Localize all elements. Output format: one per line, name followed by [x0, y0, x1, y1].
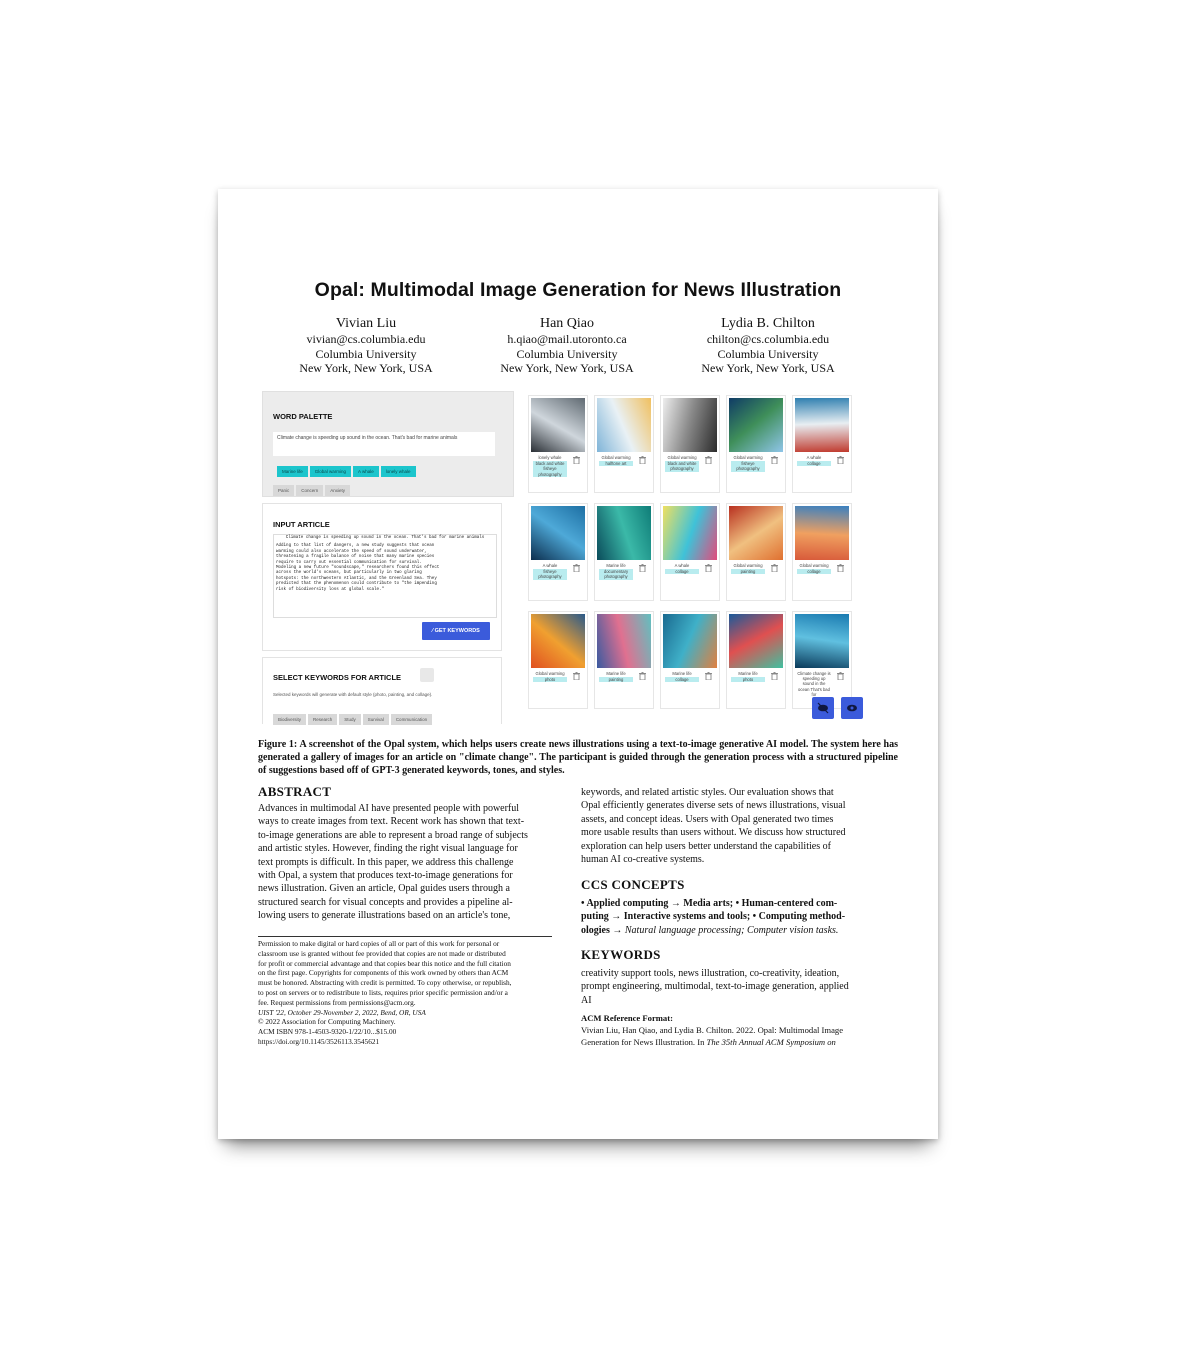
keyword-chip[interactable]: Communication	[391, 714, 432, 725]
generated-image[interactable]	[663, 398, 717, 452]
reference-line: Vivian Liu, Han Qiao, and Lydia B. Chilton. 2022. Opal: Multimodal Image	[581, 1025, 844, 1035]
article-line: threatening a fragile balance of noise that many marine species	[276, 555, 435, 560]
image-keyword: A whale	[542, 563, 558, 568]
author-3	[668, 315, 868, 376]
generated-image[interactable]	[597, 398, 651, 452]
paper-title: Opal: Multimodal Image Generation for News Illustration	[314, 279, 842, 301]
keywords-text	[581, 967, 881, 1007]
image-prompt-label	[731, 562, 765, 574]
trash-icon[interactable]	[573, 564, 580, 572]
image-prompt-label	[599, 670, 633, 682]
author-2	[467, 315, 667, 376]
trash-icon[interactable]	[705, 564, 712, 572]
figure-1	[262, 391, 898, 725]
article-line: across the world's oceans, but particularly in two glaring	[276, 571, 422, 576]
image-prompt-label	[665, 562, 699, 574]
abstract-line: with Opal, a system that produces text-to-image generations for	[258, 870, 513, 882]
author-location: New York, New York, USA	[500, 361, 634, 375]
keyword-chip[interactable]: Research	[308, 714, 337, 725]
permission-line: for profit or commercial advantage and that copies bear this notice and the full citation	[258, 958, 511, 968]
ccs-line: • Applied computing → Media arts; • Human-centered com-	[581, 898, 838, 909]
gallery-card[interactable]	[594, 611, 654, 709]
select-keywords-panel	[262, 657, 502, 724]
trash-icon[interactable]	[837, 672, 844, 680]
permission-line: on the first page. Copyrights for components of this work owned by others than ACM	[258, 968, 509, 978]
abstract-line: news illustration. Given an article, Opal guides users through a	[258, 883, 510, 895]
image-style: collage	[665, 677, 699, 682]
gallery-card[interactable]	[660, 611, 720, 709]
article-body	[276, 544, 494, 593]
gallery-card[interactable]	[594, 503, 654, 601]
word-palette-panel	[262, 391, 514, 497]
generated-image[interactable]	[531, 506, 585, 560]
author-email: chilton@cs.columbia.edu	[706, 332, 830, 346]
abstract-line: to-image generations are able to represent a broad range of subjects	[258, 829, 528, 841]
abstract-line: more usable results than users without. We discuss how structured	[581, 827, 846, 839]
image-style: black and white photography	[665, 461, 699, 471]
author-name: Han Qiao	[539, 316, 595, 331]
keyword-chips	[273, 708, 434, 726]
image-prompt-label	[731, 454, 765, 472]
image-prompt-label	[533, 562, 567, 580]
image-keyword: Marine life	[672, 671, 692, 676]
input-article-title: INPUT ARTICLE	[273, 520, 330, 529]
word-palette-title: WORD PALETTE	[273, 412, 333, 421]
reference-line	[581, 1036, 881, 1048]
abstract-line: exploration can help users better understand the capabilities of	[581, 840, 831, 852]
reference-section	[581, 1012, 881, 1048]
article-line: require to carry out essential communication for survival.	[276, 560, 422, 565]
trash-icon[interactable]	[573, 456, 580, 464]
author-affiliation: Columbia University	[717, 346, 819, 361]
abstract-line: Opal efficiently generates diverse sets of news illustrations, visual	[581, 800, 846, 812]
palette-chip[interactable]: Global warming	[310, 466, 351, 477]
generated-image[interactable]	[795, 614, 849, 668]
image-style: collage	[797, 569, 831, 574]
image-keyword: Marine life	[606, 563, 626, 568]
trash-icon[interactable]	[771, 456, 778, 464]
generated-image[interactable]	[795, 398, 849, 452]
abstract-section	[258, 784, 552, 923]
permission-line: classroom use is granted without fee provided that copies are not made or distributed	[258, 948, 506, 958]
abstract-line: ways to create images from text. Recent work has shown that text-	[258, 816, 525, 828]
image-prompt-label	[533, 454, 567, 477]
reference-italic: The 35th Annual ACM Symposium on	[706, 1037, 836, 1047]
gallery-card[interactable]	[528, 611, 588, 709]
ccs-italic: Natural language processing; Computer vision tasks.	[624, 924, 839, 936]
select-keywords-note: Selected keywords will generate with default style (photo, painting, and collage).	[273, 692, 433, 697]
eye-off-icon	[812, 697, 834, 719]
image-prompt-label	[797, 454, 831, 466]
image-gallery	[528, 395, 858, 697]
keywords-section	[581, 947, 881, 1007]
hide-button[interactable]	[812, 697, 834, 719]
author-location: New York, New York, USA	[299, 361, 433, 375]
eye-icon	[841, 697, 863, 719]
trash-icon[interactable]	[639, 456, 646, 464]
author-name: Lydia B. Chilton	[721, 316, 815, 331]
gallery-card[interactable]	[660, 503, 720, 601]
article-line: Modeling a new future "soundscape," researchers found this effect	[276, 566, 440, 571]
author-name: Vivian Liu	[335, 316, 397, 331]
abstract-line: assets, and concept ideas. Users with Opal generated two times	[581, 813, 834, 825]
gallery-card[interactable]	[528, 395, 588, 493]
reference-heading: ACM Reference Format:	[581, 1013, 673, 1023]
generated-image[interactable]	[795, 506, 849, 560]
input-article-panel	[262, 503, 502, 651]
footnote-rule	[258, 936, 552, 937]
tone-chip[interactable]: Anxiety	[325, 485, 350, 496]
generated-image[interactable]	[531, 398, 585, 452]
trash-icon[interactable]	[639, 672, 646, 680]
generated-image[interactable]	[729, 506, 783, 560]
abstract-line: keywords, and related artistic styles. Our evaluation shows that	[581, 787, 834, 798]
abstract-text-right	[581, 786, 877, 866]
gallery-card[interactable]	[726, 503, 786, 601]
image-keyword: Global warming	[733, 563, 763, 568]
palette-chip[interactable]: A whale	[353, 466, 379, 477]
image-keyword: Global warming	[733, 455, 763, 460]
gallery-card[interactable]	[726, 611, 786, 709]
image-prompt-label	[665, 670, 699, 682]
palette-chip[interactable]: lonely whale	[381, 466, 416, 477]
abstract-line: Advances in multimodal AI have presented people with powerful	[258, 803, 520, 814]
ccs-term: ologies →	[581, 924, 623, 936]
trash-icon[interactable]	[771, 672, 778, 680]
article-line: predicted that the phenomenon could contribute to "the impending	[276, 582, 437, 587]
image-prompt-label	[533, 670, 567, 682]
doi-line: https://doi.org/10.1145/3526113.3545621	[258, 1036, 380, 1046]
trash-icon[interactable]	[705, 456, 712, 464]
show-button[interactable]	[841, 697, 863, 719]
image-keyword: Global warming	[799, 563, 829, 568]
author-affiliation: Columbia University	[315, 346, 417, 361]
select-keywords-title: SELECT KEYWORDS FOR ARTICLE	[273, 673, 402, 682]
generated-image[interactable]	[597, 614, 651, 668]
keywords-line: AI	[581, 994, 592, 1006]
article-line: Adding to that list of dangers, a new study suggests that ocean	[276, 544, 435, 549]
keyword-chip[interactable]: Study	[339, 714, 361, 725]
image-prompt-label	[797, 562, 831, 574]
keywords-line: creativity support tools, news illustration, co-creativity, ideation,	[581, 968, 840, 979]
get-keywords-button[interactable]	[422, 622, 490, 640]
trash-icon[interactable]	[837, 564, 844, 572]
generated-image[interactable]	[663, 506, 717, 560]
permission-block	[258, 939, 558, 1047]
generated-image[interactable]	[531, 614, 585, 668]
abstract-line: text prompts is difficult. In this paper, we address this challenge	[258, 856, 514, 868]
generated-image[interactable]	[597, 506, 651, 560]
image-style: photo	[731, 677, 765, 682]
tone-chip[interactable]: Concern	[296, 485, 323, 496]
keyword-chip[interactable]: Biodiversity	[273, 714, 306, 725]
image-style: collage	[665, 569, 699, 574]
permission-line: fee. Request permissions from permissions@acm.org.	[258, 997, 416, 1007]
image-style: halftone art	[599, 461, 633, 466]
get-keywords-label: GET KEYWORDS	[434, 628, 480, 634]
keyword-chip[interactable]: Survival	[363, 714, 389, 725]
figure-caption: Figure 1: A screenshot of the Opal system, which helps users create news illustrations using a text-to-image generative AI model. The system here has generated a gallery of images for an article on "climate change". The participant is guided through the generation process with a structured pipeline of suggestions based off of GPT-3 generated keywords, tones, and styles.	[258, 739, 898, 776]
generated-image[interactable]	[663, 614, 717, 668]
reference-text: Generation for News Illustration. In	[581, 1037, 705, 1047]
abstract-line: and artistic styles. However, finding the right visual language for	[258, 843, 518, 855]
image-prompt-label	[599, 562, 633, 580]
image-keyword: A whale	[674, 563, 690, 568]
image-keyword: Climate change is speeding up sound in the ocean That's bad for	[797, 671, 831, 697]
article-textarea[interactable]	[273, 534, 497, 618]
image-prompt-label	[665, 454, 699, 472]
gallery-card[interactable]	[792, 611, 852, 709]
abstract-line: structured search for visual concepts and provides a pipeline al-	[258, 896, 513, 908]
ccs-section	[581, 877, 891, 937]
keywords-heading: KEYWORDS	[581, 947, 661, 962]
magic-wand-icon: ⁄	[432, 628, 435, 634]
gallery-card[interactable]	[792, 395, 852, 493]
permission-line: must be honored. Abstracting with credit is permitted. To copy otherwise, or republish,	[258, 978, 512, 988]
gallery-card[interactable]	[726, 395, 786, 493]
article-line: risk of biodiversity loss at global scale."	[276, 587, 385, 592]
abstract-line: human AI co-creative systems.	[581, 854, 705, 866]
author-location: New York, New York, USA	[701, 361, 835, 375]
image-style: painting	[731, 569, 765, 574]
permission-line: to post on servers or to redistribute to lists, requires prior specific permission and/or a	[258, 987, 508, 997]
refresh-icon[interactable]	[420, 668, 434, 682]
generated-image[interactable]	[729, 614, 783, 668]
gallery-card[interactable]	[660, 395, 720, 493]
image-style: documentary photography	[599, 569, 633, 579]
article-line: hotspots: the northwestern Atlantic, and the Greenland Sea. They	[276, 576, 437, 581]
image-keyword: A whale	[806, 455, 822, 460]
abstract-line: lowing users to generate illustrations based on an article's tone,	[258, 910, 511, 922]
image-style: black and white fisheye photography	[533, 461, 567, 477]
author-affiliation: Columbia University	[516, 346, 618, 361]
author-email: vivian@cs.columbia.edu	[306, 332, 426, 346]
trash-icon[interactable]	[639, 564, 646, 572]
image-keyword: Global warming	[535, 671, 565, 676]
keywords-line: prompt engineering, multimodal, text-to-image generation, applied	[581, 981, 849, 993]
author-email: h.qiao@mail.utoronto.ca	[507, 332, 627, 346]
image-style: photo	[533, 677, 567, 682]
ccs-line	[581, 924, 891, 937]
gallery-card[interactable]	[792, 503, 852, 601]
image-prompt-label	[731, 670, 765, 682]
image-style: fisheye photography	[731, 461, 765, 471]
image-keyword: lonely whale	[538, 455, 562, 460]
ccs-line: puting → Interactive systems and tools; • Computing method-	[581, 911, 846, 923]
gallery-card[interactable]	[528, 503, 588, 601]
palette-gray-chips	[273, 479, 352, 497]
article-line: warming could also accelerate the speed of sound underwater,	[276, 549, 427, 554]
trash-icon[interactable]	[771, 564, 778, 572]
trash-icon[interactable]	[837, 456, 844, 464]
image-style: collage	[797, 461, 831, 466]
image-style: painting	[599, 677, 633, 682]
abstract-heading: ABSTRACT	[258, 784, 332, 799]
trash-icon[interactable]	[705, 672, 712, 680]
image-prompt-label	[797, 670, 831, 698]
article-headline: Climate change is speeding up sound in the ocean. That's bad for marine animals	[285, 536, 485, 540]
ccs-heading: CCS CONCEPTS	[581, 877, 685, 892]
tone-chip[interactable]: Panic	[273, 485, 294, 496]
image-style: fisheye photography	[533, 569, 567, 579]
image-keyword: Marine life	[738, 671, 758, 676]
image-keyword: Marine life	[606, 671, 626, 676]
abstract-text-left	[258, 802, 552, 923]
gallery-card[interactable]	[594, 395, 654, 493]
permission-line: Permission to make digital or hard copies of all or part of this work for personal or	[258, 939, 500, 948]
palette-chip[interactable]: Marine life	[277, 466, 308, 477]
image-keyword: Global warming	[667, 455, 697, 460]
image-keyword: Global warming	[601, 455, 631, 460]
copyright-line: © 2022 Association for Computing Machinery.	[258, 1017, 396, 1027]
generated-image[interactable]	[729, 398, 783, 452]
image-prompt-label	[599, 454, 633, 466]
author-1	[266, 315, 466, 376]
conference-line: UIST '22, October 29-November 2, 2022, Bend, OR, USA	[258, 1007, 426, 1017]
trash-icon[interactable]	[573, 672, 580, 680]
paper-page	[218, 189, 938, 1139]
palette-text-field[interactable]: Climate change is speeding up sound in the ocean. That's bad for marine animals	[273, 432, 495, 456]
palette-teal-chips	[277, 460, 418, 478]
ccs-text	[581, 897, 891, 937]
isbn-line: ACM ISBN 978-1-4503-9320-1/22/10...$15.00	[258, 1027, 397, 1037]
